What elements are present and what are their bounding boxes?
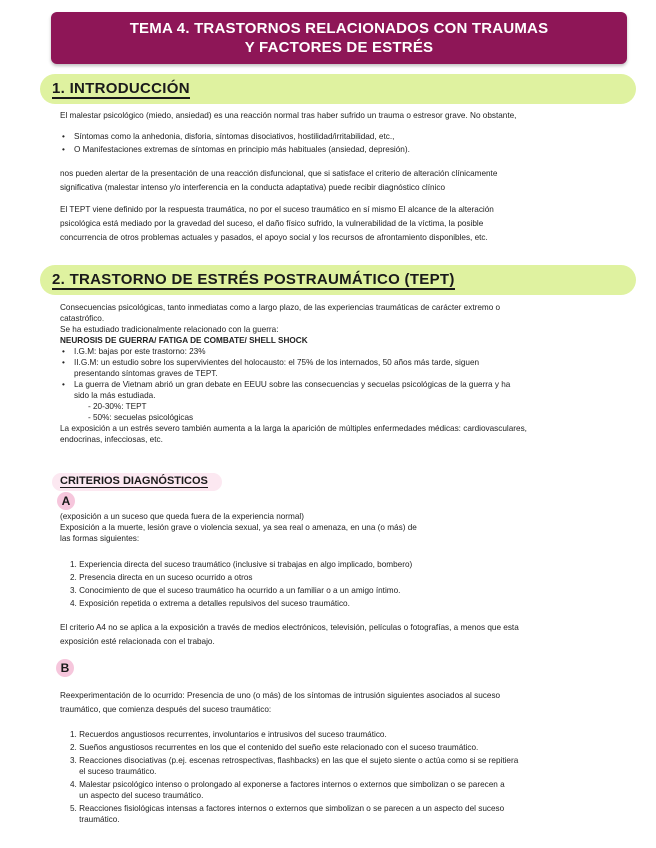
list-item: 3. Conocimiento de que el suceso traumático ha ocurrido a un familiar o a un amigo íntimo. (70, 586, 401, 595)
list-item-cont: sido la más estudiada. (74, 391, 156, 400)
page-title (51, 12, 627, 64)
paragraph-line: El TEPT viene definido por la respuesta traumática, no por el suceso traumático en sí mismo El alcance de la alteración (60, 205, 494, 214)
list-item: 1. Recuerdos angustiosos recurrentes, involuntarios e intrusivos del suceso traumático. (70, 730, 387, 739)
criteria-header (52, 473, 222, 491)
list-item: 4. Exposición repetida o extrema a detalles repulsivos del suceso traumático. (70, 599, 350, 608)
paragraph-line: (exposición a un suceso que queda fuera de la experiencia normal) (60, 512, 304, 521)
paragraph-line: significativa (malestar intenso y/o interferencia en la conducta adaptativa) puede recibir diagnóstico clínico (60, 183, 446, 192)
page-title-line1: TEMA 4. TRASTORNOS RELACIONADOS CON TRAUMAS (129, 20, 549, 37)
list-item: 4. Malestar psicológico intenso o prolongado al exponerse a factores internos o externos que simbolizan o se parecen a (70, 780, 505, 789)
criterion-b-badge: B (56, 659, 74, 677)
paragraph-line: las formas siguientes: (60, 534, 140, 543)
section-2-header (40, 265, 636, 295)
list-item: 3. Reacciones disociativas (p.ej. escenas retrospectivas, flashbacks) en las que el sujeto siente o actúa como si se repitiera (70, 756, 519, 765)
list-item: • I.G.M: bajas por este trastorno: 23% (60, 346, 630, 357)
list-item: • II.G.M: un estudio sobre los supervivientes del holocausto: el 75% de los internados, 50 años más tarde, siguen (60, 357, 630, 368)
section-1-body (60, 110, 630, 243)
list-item: 2. Presencia directa en un suceso ocurrido a otros (70, 573, 253, 582)
paragraph-line: Se ha estudiado tradicionalmente relacionado con la guerra: (60, 325, 279, 334)
list-item: 2. Sueños angustiosos recurrentes en los que el contenido del sueño este relacionado con el suceso traumático. (70, 743, 479, 752)
subheading: NEUROSIS DE GUERRA/ FATIGA DE COMBATE/ SHELL SHOCK (60, 336, 308, 345)
paragraph-line: nos pueden alertar de la presentación de una reacción disfuncional, que si satisface el criterio de alteración clínicamente (60, 169, 498, 178)
criteria-title: CRITERIOS DIAGNÓSTICOS (60, 475, 208, 487)
paragraph-line: Consecuencias psicológicas, tanto inmediatas como a largo plazo, de las experiencias traumáticas de carácter extremo o (60, 303, 501, 312)
paragraph-line: catastrófico. (60, 314, 105, 323)
paragraph-line: Exposición a la muerte, lesión grave o violencia sexual, ya sea real o amenaza, en una (o más) de (60, 523, 417, 532)
section-2-body (60, 302, 630, 445)
paragraph-line: psicológica está mediado por la gravedad del suceso, el daño físico sufrido, la vulnerabilidad de la víctima, la posible (60, 219, 484, 228)
list-item: 5. Reacciones fisiológicas intensas a factores internos o externos que simbolizan o se parecen a un aspecto del suceso (70, 804, 505, 813)
paragraph-line: exposición esté relacionada con el trabajo. (60, 637, 215, 646)
paragraph-line: El criterio A4 no se aplica a la exposición a través de medios electrónicos, televisión, películas o fotografías, a menos que esta (60, 623, 519, 632)
sub-item: - 50%: secuelas psicológicas (88, 413, 194, 422)
list-item-cont: presentando síntomas graves de TEPT. (74, 369, 218, 378)
list-item: • Síntomas como la anhedonia, disforia, síntomas disociativos, hostilidad/irritabilidad, etc., (60, 131, 630, 142)
paragraph-line: concurrencia de otros problemas actuales y pasados, el apoyo social y los recursos de afrontamiento disponibles, etc. (60, 233, 488, 242)
list-item-cont: el suceso traumático. (70, 767, 157, 776)
paragraph-line: Reexperimentación de lo ocurrido: Presencia de uno (o más) de los síntomas de intrusión siguientes asociados al suceso (60, 691, 501, 700)
list-item: • La guerra de Vietnam abrió un gran debate en EEUU sobre las consecuencias y secuelas psicológicas de la guerra y ha (60, 379, 630, 390)
page-title-line2: Y FACTORES DE ESTRÉS (244, 39, 434, 56)
paragraph-line: La exposición a un estrés severo también aumenta a la larga la aparición de múltiples enfermedades médicas: cardiovasculares, (60, 424, 527, 433)
criterion-b-body (60, 690, 630, 825)
list-item: • O Manifestaciones extremas de síntomas en principio más habituales (ansiedad, depresión). (60, 144, 630, 155)
criterion-a-badge: A (57, 492, 75, 510)
paragraph-line: endocrinas, infecciosas, etc. (60, 435, 163, 444)
section-1-title: 1. INTRODUCCIÓN (52, 80, 190, 97)
sub-item: - 20-30%: TEPT (88, 402, 147, 411)
list-item-cont: un aspecto del suceso traumático. (70, 791, 204, 800)
intro-paragraph: El malestar psicológico (miedo, ansiedad) es una reacción normal tras haber sufrido un trauma o estresor grave. No obstante, (60, 111, 517, 120)
section-2-title: 2. TRASTORNO DE ESTRÉS POSTRAUMÁTICO (TEPT) (52, 271, 455, 288)
list-item: 1. Experiencia directa del suceso traumático (inclusive si trabajas en algo implicado, bombero) (70, 560, 413, 569)
list-item-cont: traumático. (70, 815, 120, 824)
criterion-a-body (60, 511, 630, 647)
section-1-header (40, 74, 636, 104)
paragraph-line: traumático, que comienza después del suceso traumático: (60, 705, 272, 714)
